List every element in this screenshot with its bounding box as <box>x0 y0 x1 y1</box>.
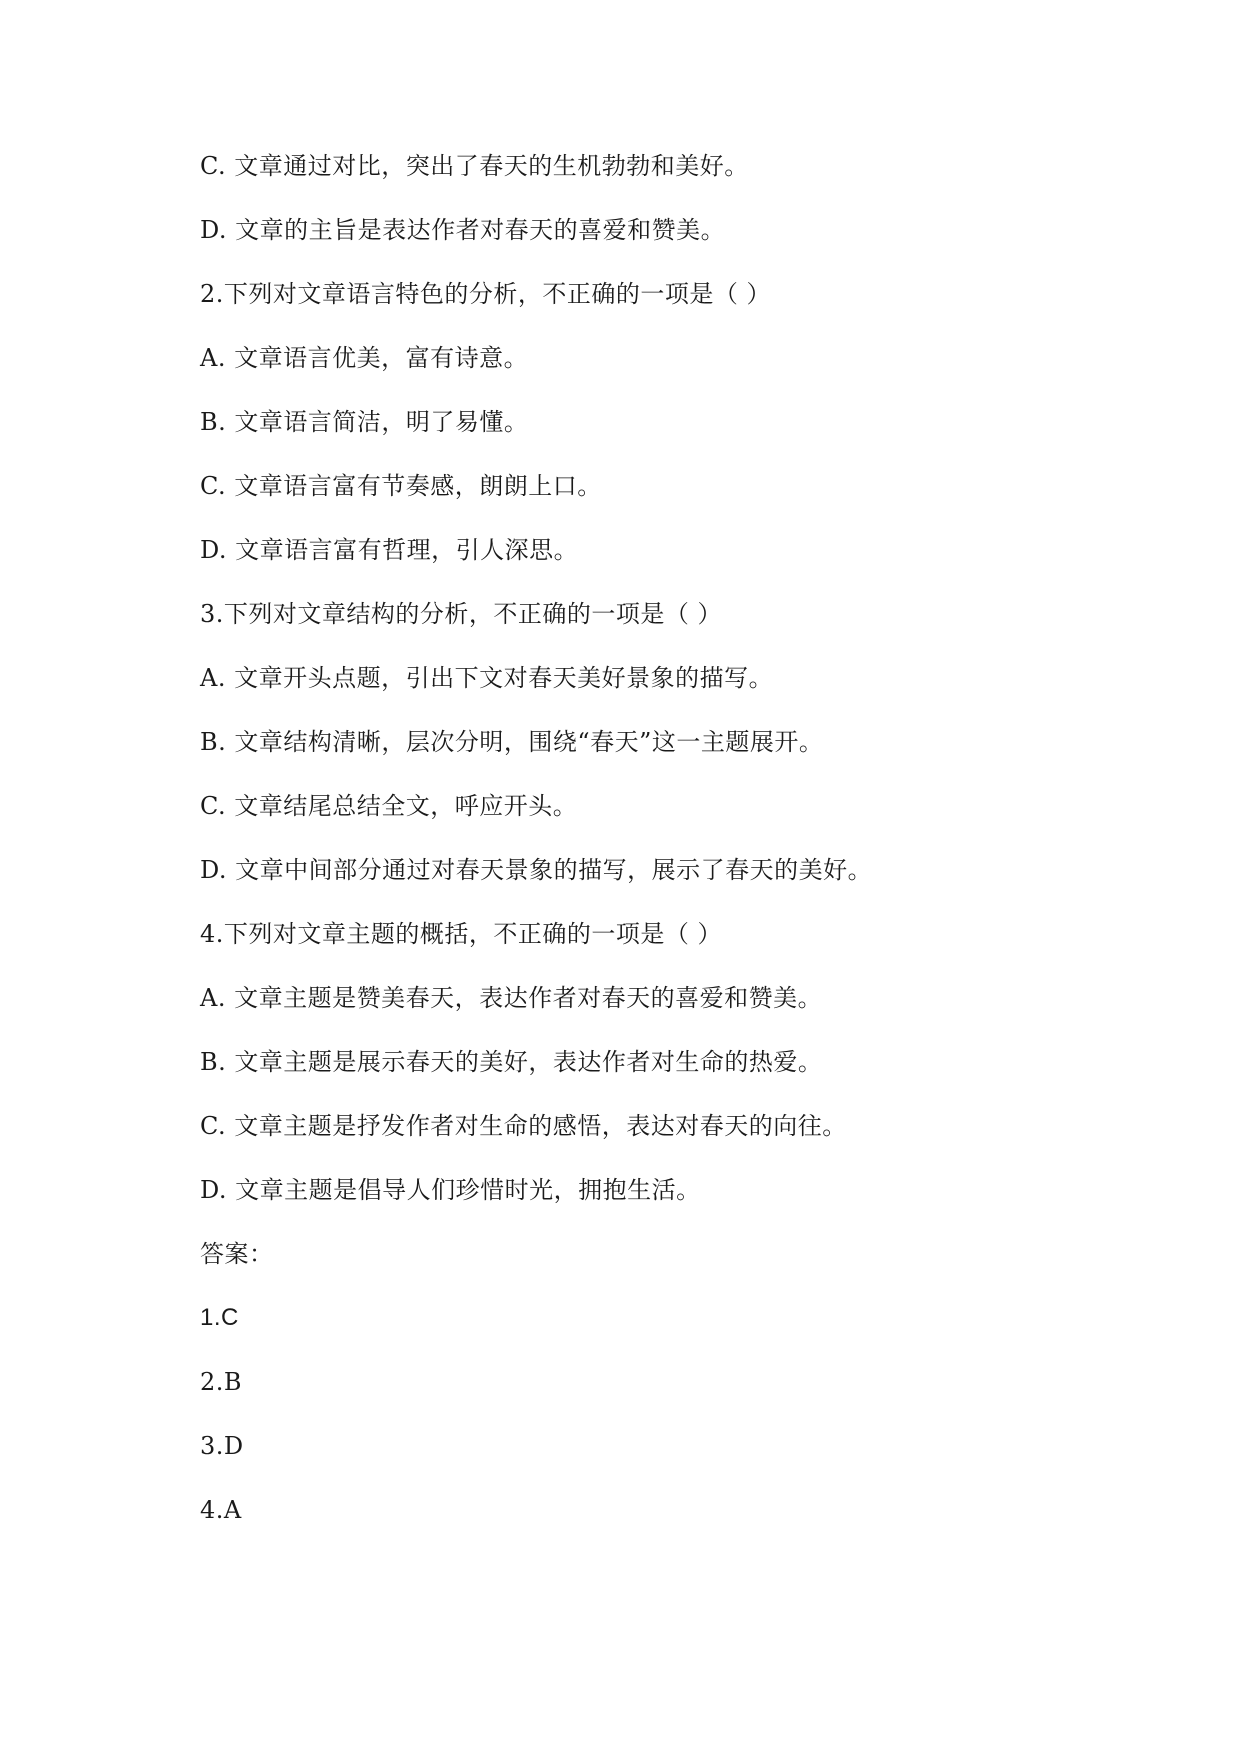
q3-option-a: A. 文章开头点题，引出下文对春天美好景象的描写。 <box>200 664 774 692</box>
q1-option-d: D. 文章的主旨是表达作者对春天的喜爱和赞美。 <box>200 216 726 244</box>
q2-option-c: C. 文章语言富有节奏感，朗朗上口。 <box>200 472 602 500</box>
q4-option-a: A. 文章主题是赞美春天，表达作者对春天的喜爱和赞美。 <box>200 984 823 1012</box>
q4-stem: 4.下列对文章主题的概括，不正确的一项是（ ） <box>200 920 723 948</box>
q3-option-b: B. 文章结构清晰，层次分明，围绕“春天”这一主题展开。 <box>200 728 824 756</box>
answer-2: 2.B <box>200 1368 243 1396</box>
q4-option-b: B. 文章主题是展示春天的美好，表达作者对生命的热爱。 <box>200 1048 823 1076</box>
q3-option-c: C. 文章结尾总结全文，呼应开头。 <box>200 792 578 820</box>
q3-option-d: D. 文章中间部分通过对春天景象的描写，展示了春天的美好。 <box>200 856 873 884</box>
q2-option-a: A. 文章语言优美，富有诗意。 <box>200 344 529 372</box>
answers-heading: 答案： <box>200 1240 274 1268</box>
q4-option-d: D. 文章主题是倡导人们珍惜时光，拥抱生活。 <box>200 1176 701 1204</box>
answer-4: 4.A <box>200 1496 242 1524</box>
q3-stem: 3.下列对文章结构的分析，不正确的一项是（ ） <box>200 600 723 628</box>
q2-option-b: B. 文章语言简洁，明了易懂。 <box>200 408 529 436</box>
answer-1: 1.C <box>200 1304 239 1331</box>
q4-option-c: C. 文章主题是抒发作者对生命的感悟，表达对春天的向往。 <box>200 1112 847 1140</box>
q2-stem: 2.下列对文章语言特色的分析，不正确的一项是（ ） <box>200 280 772 308</box>
q1-option-c: C. 文章通过对比，突出了春天的生机勃勃和美好。 <box>200 152 749 180</box>
q2-option-d: D. 文章语言富有哲理，引人深思。 <box>200 536 579 564</box>
answer-3: 3.D <box>200 1432 244 1460</box>
